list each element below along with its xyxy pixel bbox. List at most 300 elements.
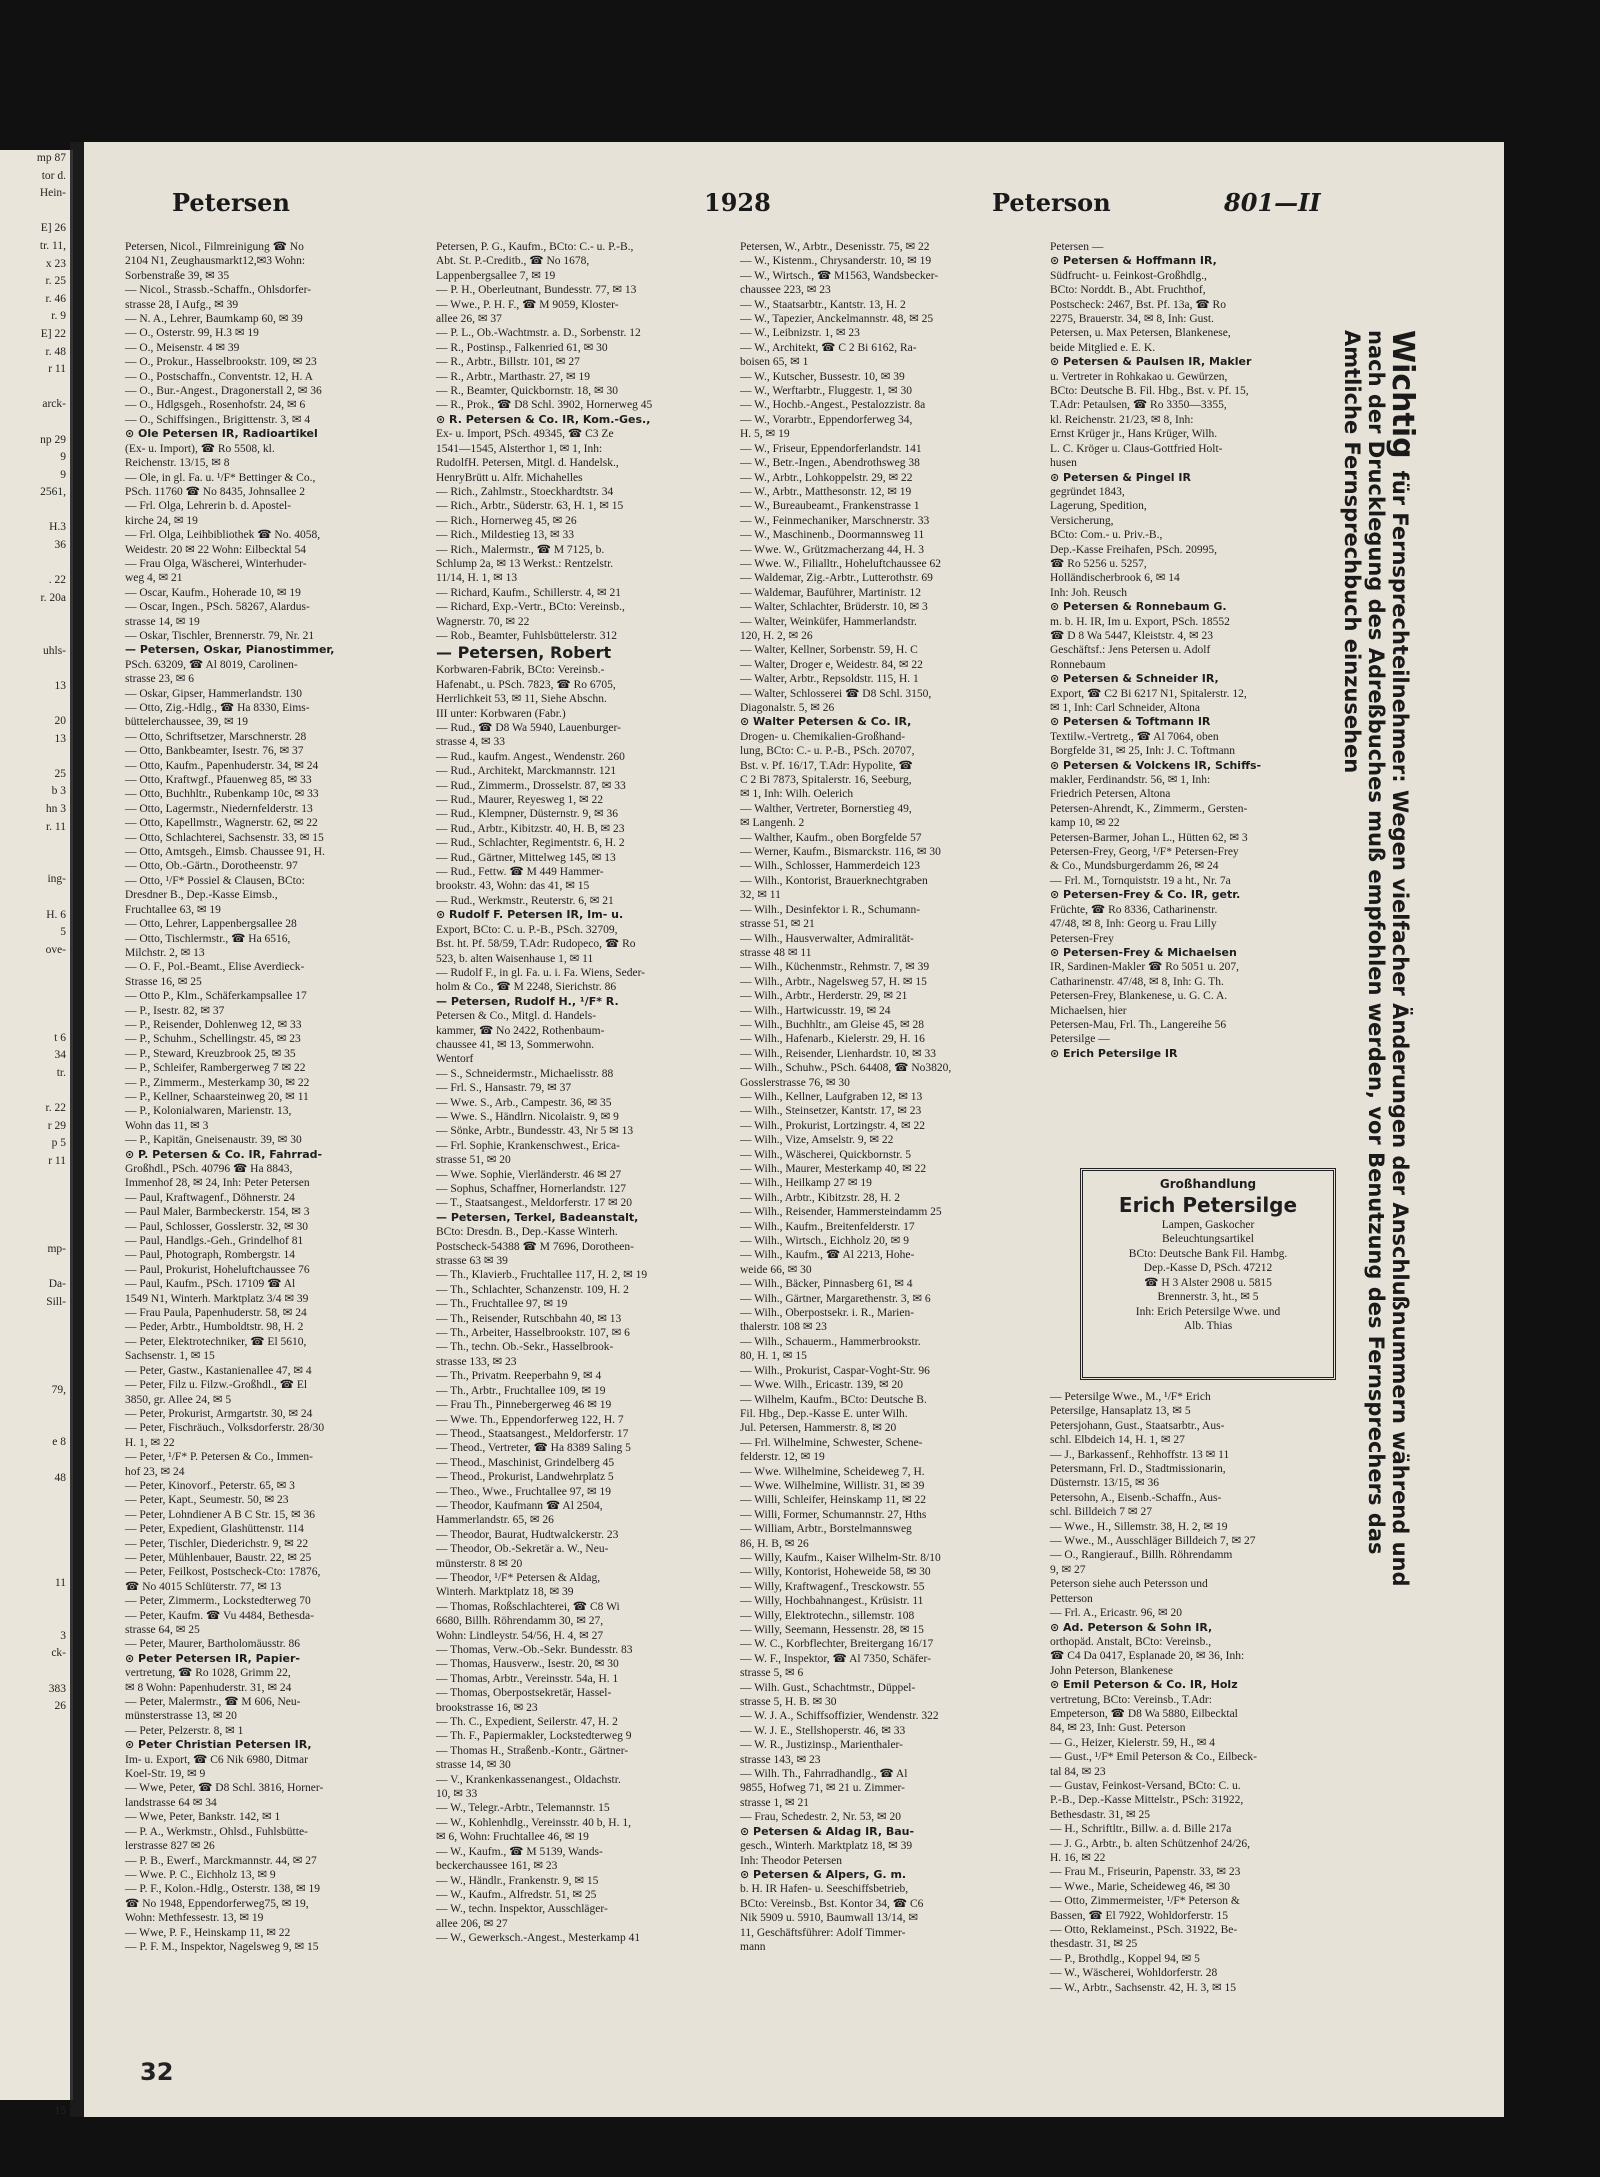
entry-line: brookstrasse 16, ✉ 23	[436, 1701, 538, 1714]
entry-line: — T., Staatsangest., Meldorferstr. 17 ✉ 20	[436, 1197, 633, 1210]
entry-line: — Theodor, ¹/F* Petersen & Aldag,	[436, 1571, 601, 1584]
entry-line: — Rud., Schlachter, Regimentstr. 6, H. 2	[436, 837, 625, 850]
entry-line: — Otto, Reklameinst., PSch. 31922, Be-	[1050, 1924, 1238, 1937]
entry-line: — Wilh., Arbtr., Herderstr. 29, ✉ 21	[740, 990, 908, 1003]
entry-line: Friedrich Petersen, Altona	[1050, 788, 1171, 801]
edge-fragment	[0, 1188, 70, 1206]
entry-line: — Oskar, Tischler, Brennerstr. 79, Nr. 21	[125, 629, 315, 642]
entry-line: — Wilh., Prokurist, Lortzingstr. 4, ✉ 22	[740, 1119, 925, 1132]
entry-line: strasse 63 ✉ 39	[436, 1255, 508, 1268]
entry-line: strasse 14, ✉ 19	[125, 615, 200, 628]
entry-line: strasse 51, ✉ 21	[740, 918, 815, 931]
edge-fragment: 34	[54, 1049, 66, 1062]
entry-line: lerstrasse 827 ✉ 26	[125, 1840, 215, 1853]
entry-line: mann	[740, 1940, 766, 1953]
entry-line: — Walter, Droger e, Weidestr. 84, ✉ 22	[740, 658, 923, 671]
entry-line: — O., Schiffsingen., Brigittenstr. 3, ✉ 4	[125, 413, 311, 426]
entry-line: — W., Hochb.-Angest., Pestalozzistr. 8a	[740, 399, 926, 412]
entry-line: — Thomas, Oberpostsekretär, Hassel-	[436, 1687, 612, 1700]
entry-line: — W., Wäscherei, Wohldorferstr. 28	[1050, 1967, 1218, 1980]
column-3	[740, 240, 1030, 1954]
entry-line: — Petersen, Rudolf H., ¹/F* R.	[436, 994, 619, 1008]
entry-line: Weidestr. 20 ✉ 22 Wohn: Eilbecktal 54	[125, 543, 307, 556]
entry-line: ☎ C4 Da 0417, Esplanade 20, ✉ 36, Inh:	[1050, 1650, 1245, 1663]
entry-line: — W. J. E., Stellshoperstr. 46, ✉ 33	[740, 1724, 906, 1737]
entry-line: — Otto, Lehrer, Lappenbergsallee 28	[125, 918, 297, 931]
entry-line: Peterson siehe auch Petersson und	[1050, 1578, 1208, 1591]
entry-line: — P., Kellner, Schaarsteinweg 20, ✉ 11	[125, 1090, 309, 1103]
entry-line: — Otto, Kraftwgf., Pfauenweg 85, ✉ 33	[125, 774, 312, 787]
entry-line: — W., Betr.-Ingen., Abendrothsweg 38	[740, 457, 920, 470]
entry-line: thesdastr. 31, ✉ 25	[1050, 1938, 1138, 1951]
edge-fragment: 2561,	[40, 486, 66, 499]
entry-line: — Peter, Malermstr., ☎ M 606, Neu-	[125, 1696, 301, 1709]
entry-line: 1541—1545, Alsterthor 1, ✉ 1, Inh:	[436, 442, 603, 455]
entry-line: — Peter, Gastw., Kastanienallee 47, ✉ 4	[125, 1364, 312, 1377]
entry-line: BCto: Norddt. B., Abt. Fruchthof,	[1050, 284, 1206, 297]
entry-line: — W., Telegr.-Arbtr., Telemannstr. 15	[436, 1802, 610, 1815]
entry-line: — Th., Reisender, Rutschbahn 40, ✉ 13	[436, 1312, 622, 1325]
entry-line: H. 1, ✉ 22	[125, 1436, 175, 1449]
edge-fragment	[0, 1522, 70, 1540]
entry-line: — W., Kaufm., Alfredstr. 51, ✉ 25	[436, 1888, 597, 1901]
entry-line: Petersen-Frey, Blankenese, u. G. C. A.	[1050, 990, 1228, 1003]
entry-line: — Thomas H., Straßenb.-Kontr., Gärtner-	[436, 1744, 629, 1757]
column-1	[125, 240, 415, 1954]
entry-line: beide Mitglied e. E. K.	[1050, 341, 1156, 354]
ad-line: Dep.-Kasse D, PSch. 47212	[1143, 1262, 1273, 1274]
entry-line: — J. G., Arbtr., b. alten Schützenhof 24/26,	[1050, 1837, 1250, 1850]
entry-line: — Frau M., Friseurin, Papenstr. 33, ✉ 23	[1050, 1866, 1241, 1879]
edge-fragment: 5	[60, 926, 66, 939]
entry-line: — P. F. M., Inspektor, Nagelsweg 9, ✉ 15	[125, 1940, 319, 1953]
entry-line: — S., Schneidermstr., Michaelisstr. 88	[436, 1067, 614, 1080]
entry-line: — Theo., Wwe., Fruchtallee 97, ✉ 19	[436, 1485, 611, 1498]
entry-line: — Wwe. W., Filialltr., Hoheluftchaussee 62	[740, 557, 942, 570]
edge-fragment	[0, 2015, 70, 2033]
ad-line: Brennerstr. 3, ht., ✉ 5	[1157, 1291, 1259, 1303]
entry-line: — O., Osterstr. 99, H.3 ✉ 19	[125, 327, 259, 340]
entry-line: Gosslerstrasse 76, ✉ 30	[740, 1076, 850, 1089]
entry-line: kirche 24, ✉ 19	[125, 514, 198, 527]
edge-fragment: tr.	[56, 1066, 66, 1079]
edge-fragment	[0, 607, 70, 625]
entry-line: 120, H. 2, ✉ 26	[740, 629, 813, 642]
entry-line: ⊙ Petersen & Schneider IR,	[1050, 672, 1219, 686]
entry-line: — Willy, Kraftwagenf., Tresckowstr. 55	[740, 1580, 925, 1593]
entry-line: — Peter, Mühlenbauer, Baustr. 22, ✉ 25	[125, 1551, 312, 1564]
entry-line: Textilw.-Vertretg., ☎ Al 7064, oben	[1050, 730, 1219, 743]
entry-line: — R., Arbtr., Marthastr. 27, ✉ 19	[436, 370, 591, 383]
entry-line: husen	[1050, 457, 1077, 470]
entry-line: — Waldemar, Zig.-Arbtr., Lutterothstr. 69	[740, 572, 933, 585]
entry-line: — Theod., Staatsangest., Meldorferstr. 17	[436, 1427, 629, 1440]
edge-fragment	[0, 1593, 70, 1611]
entry-line: strasse 14, ✉ 30	[436, 1759, 511, 1772]
entry-line: — Th. F., Papiermakler, Lockstedterweg 9	[436, 1730, 632, 1743]
entry-line: BCto: Com.- u. Priv.-B.,	[1050, 529, 1163, 542]
edge-fragment	[0, 379, 70, 397]
entry-line: — P., Zimmerm., Mesterkamp 30, ✉ 22	[125, 1076, 310, 1089]
page-header	[84, 182, 1419, 222]
entry-line: — W., Architekt, ☎ C 2 Bi 6162, Ra-	[740, 341, 917, 354]
edge-fragment	[0, 1821, 70, 1839]
entry-line: — Paul, Schlosser, Gosslerstr. 32, ✉ 30	[125, 1220, 308, 1233]
entry-line: — Rudolf F., in gl. Fa. u. i. Fa. Wiens, Seder-	[436, 966, 645, 979]
ad-line: Alb. Thias	[1183, 1320, 1233, 1332]
edge-fragment	[0, 1258, 70, 1276]
edge-fragment	[0, 1540, 70, 1558]
edge-fragment: 25	[54, 767, 66, 780]
entry-line: — Peter, Fischräuch., Volksdorferstr. 28/30	[125, 1422, 325, 1435]
entry-line: — Rud., Fettw. ☎ M 449 Hammer-	[436, 866, 604, 879]
ad-line: Inh: Erich Petersilge Wwe. und	[1135, 1305, 1281, 1318]
ad-line: ☎ H 3 Alster 2908 u. 5815	[1144, 1276, 1272, 1289]
entry-line: — W., Tapezier, Anckelmannstr. 48, ✉ 25	[740, 313, 934, 326]
edge-fragment	[0, 854, 70, 872]
entry-line: — Peter, Prokurist, Armgartstr. 30, ✉ 24	[125, 1407, 313, 1420]
edge-fragment	[0, 748, 70, 766]
edge-fragment	[0, 1346, 70, 1364]
entry-line: P.-B., Dep.-Kasse Mittelstr., PSch: 31922,	[1050, 1794, 1244, 1807]
entry-line: Empeterson, ☎ D8 Wa 5880, Eilbecktal	[1050, 1707, 1238, 1720]
entry-line: 84, ✉ 23, Inh: Gust. Peterson	[1050, 1722, 1186, 1735]
entry-line: — P., Reisender, Dohlenweg 12, ✉ 33	[125, 1018, 302, 1031]
entry-line: ⊙ Petersen & Volckens IR, Schiffs-	[1050, 758, 1262, 772]
entry-line: — Wilh., Reisender, Lienhardstr. 10, ✉ 33	[740, 1047, 936, 1060]
entry-line: — Rud., Klempner, Düsternstr. 9, ✉ 36	[436, 808, 618, 821]
entry-line: Petersen-Frey, Georg, ¹/F* Petersen-Frey	[1050, 846, 1239, 859]
entry-line: 11/14, H. 1, ✉ 13	[436, 572, 518, 585]
entry-line: Petterson	[1050, 1592, 1093, 1605]
edge-fragment	[0, 2033, 70, 2051]
edge-fragment	[0, 625, 70, 643]
entry-line: Ex- u. Import, PSch. 49345, ☎ C3 Ze	[436, 428, 614, 441]
edge-fragment: 9	[60, 451, 66, 464]
edge-fragment	[0, 1839, 70, 1857]
edge-fragment	[0, 1399, 70, 1417]
entry-line: — Walther, Vertreter, Bornerstieg 49,	[740, 802, 912, 815]
entry-line: Reichenstr. 13/15, ✉ 8	[125, 457, 230, 470]
entry-line: — W., Maschinenb., Doormannsweg 11	[740, 529, 925, 542]
entry-line: — Wilh., Schlosser, Hammerdeich 123	[740, 860, 920, 873]
entry-line: Petersilge —	[1050, 1033, 1110, 1046]
entry-line: — Wwe., Marie, Scheideweg 46, ✉ 30	[1050, 1880, 1230, 1893]
entry-line: T.Adr: Petaulsen, ☎ Ro 3350—3355,	[1050, 399, 1227, 412]
entry-line: — Willi, Schleifer, Heinskamp 11, ✉ 22	[740, 1494, 926, 1507]
entry-line: ⊙ Petersen & Ronnebaum G.	[1050, 600, 1227, 614]
entry-line: ✉ Langenh. 2	[740, 817, 805, 830]
edge-fragment	[0, 2085, 70, 2103]
entry-line: ⊙ Peter Christian Petersen IR,	[125, 1738, 312, 1752]
entry-line: H. 16, ✉ 22	[1050, 1852, 1106, 1864]
entry-line: Lagerung, Spedition,	[1050, 500, 1147, 513]
entry-line: — Wilh., Schuhw., PSch. 64408, ☎ No3820,	[740, 1062, 952, 1075]
entry-line: — P., Schuhm., Schellingstr. 45, ✉ 23	[125, 1033, 301, 1046]
edge-fragment: ove-	[45, 943, 66, 956]
entry-line: Hafenabt., u. PSch. 7823, ☎ Ro 6705,	[436, 678, 616, 691]
entry-line: allee 26, ✉ 37	[436, 313, 502, 326]
edge-fragment: 3	[60, 1629, 66, 1642]
entry-line: — Wwe., H., Sillemstr. 38, H. 2, ✉ 19	[1050, 1520, 1228, 1533]
entry-line: büttelerchaussee, 39, ✉ 19	[125, 716, 249, 729]
entry-line: — Walter, Schlosserei ☎ D8 Schl. 3150,	[740, 687, 932, 700]
entry-line: — Wilh., Kaufm., ☎ Al 2213, Hohe-	[740, 1249, 915, 1262]
entry-line: — P., Isestr. 82, ✉ 37	[125, 1004, 225, 1017]
entry-line: Im- u. Export, ☎ C6 Nik 6980, Ditmar	[125, 1753, 308, 1766]
entry-line: — Wilhelm, Kaufm., BCto: Deutsche B.	[740, 1393, 927, 1406]
entry-line: — Frl. Olga, Lehrerin b. d. Apostel-	[125, 500, 292, 513]
entry-line: Petersen, P. G., Kaufm., BCto: C.- u. P.-B.,	[436, 241, 634, 253]
header-year: 1928	[704, 188, 771, 217]
entry-line: — N. A., Lehrer, Baumkamp 60, ✉ 39	[125, 313, 303, 326]
entry-line: — Ole, in gl. Fa. u. ¹/F* Bettinger & Co.,	[125, 471, 316, 484]
entry-line: vertretung, ☎ Ro 1028, Grimm 22,	[125, 1667, 291, 1680]
column-2	[436, 240, 726, 1946]
entry-line: — Wilh., Steinsetzer, Kantstr. 17, ✉ 23	[740, 1105, 922, 1118]
entry-line: 3850, gr. Allee 24, ✉ 5	[125, 1393, 232, 1406]
edge-fragment: r 11	[48, 363, 66, 376]
entry-line: — Wwe., M., Ausschläger Billdeich 7, ✉ 27	[1050, 1535, 1256, 1548]
entry-line: — Wilh., Desinfektor i. R., Schumann-	[740, 903, 921, 916]
entry-line: kl. Reichenstr. 21/23, ✉ 8, Inh:	[1050, 413, 1194, 426]
edge-fragment	[0, 1786, 70, 1804]
entry-line: Bethesdastr. 31, ✉ 25	[1050, 1808, 1151, 1821]
entry-line: tal 84, ✉ 23	[1050, 1765, 1106, 1778]
entry-line: Milchstr. 2, ✉ 13	[125, 946, 205, 959]
entry-line: brookstr. 43, Wohn: das 41, ✉ 15	[436, 880, 590, 893]
entry-line: Petersmann, Frl. D., Stadtmissionarin,	[1050, 1463, 1226, 1476]
entry-line: — W., Gewerksch.-Angest., Mesterkamp 41	[436, 1932, 641, 1945]
column-4	[1050, 240, 1340, 1061]
entry-line: — Wwe., P. H. F., ☎ M 9059, Kloster-	[436, 298, 619, 311]
entry-line: — Otto, Kapellmstr., Wagnerstr. 62, ✉ 22	[125, 817, 318, 830]
entry-line: — Rud., Arbtr., Kibitzstr. 40, H. B, ✉ 23	[436, 822, 625, 835]
entry-line: Petersen —	[1050, 241, 1104, 253]
entry-line: — W., Kaufm., ☎ M 5139, Wands-	[436, 1845, 603, 1858]
entry-line: kamp 10, ✉ 22	[1050, 817, 1120, 830]
entry-line: — Wilh., Schauerm., Hammerbrookstr.	[740, 1335, 921, 1348]
entry-line: 11, Geschäftsführer: Adolf Timmer-	[740, 1926, 906, 1939]
edge-fragment	[0, 1997, 70, 2015]
edge-fragment	[0, 959, 70, 977]
entry-line: Südfrucht- u. Feinkost-Großhdlg.,	[1050, 269, 1207, 282]
entry-line: — Wilh., Buchhltr., am Gleise 45, ✉ 28	[740, 1018, 924, 1031]
edge-fragment: r. 48	[45, 345, 66, 358]
entry-line: Jul. Petersen, Hammerstr. 8, ✉ 20	[740, 1422, 897, 1435]
entry-line: — Frl. A., Ericastr. 96, ✉ 20	[1050, 1607, 1182, 1620]
entry-line: — W., Leibnizstr. 1, ✉ 23	[740, 327, 860, 340]
edge-fragment: hn 3	[45, 802, 66, 815]
edge-fragment	[0, 1558, 70, 1576]
entry-line: — W., Händlr., Frankenstr. 9, ✉ 15	[436, 1874, 599, 1887]
entry-line: Dresdner B., Dep.-Kasse Eimsb.,	[125, 889, 278, 902]
entry-line: — Th., Privatm. Reeperbahn 9, ✉ 4	[436, 1370, 602, 1383]
entry-line: Diagonalstr. 5, ✉ 26	[740, 702, 835, 714]
advertisement-box	[1080, 1168, 1336, 1380]
entry-line: ✉ 1, Inh: Wilh. Oelerich	[740, 788, 854, 801]
entry-line: — Peter, ¹/F* P. Petersen & Co., Immen-	[125, 1451, 313, 1464]
edge-fragment: 13	[54, 679, 66, 692]
entry-line: Inh: Joh. Reusch	[1050, 586, 1127, 599]
entry-line: — H., Schriftltr., Billw. a. d. Bille 217a	[1050, 1823, 1232, 1836]
entry-line: — Sophus, Schaffner, Hornerlandstr. 127	[436, 1183, 627, 1195]
entry-line: — P. F., Kolon.-Hdlg., Osterstr. 138, ✉ 19	[125, 1883, 320, 1896]
edge-fragment	[0, 1012, 70, 1030]
column-4-continued	[1050, 1390, 1340, 1995]
edge-fragment: 15	[54, 2104, 66, 2117]
entry-line: — Wwe, Peter, ☎ D8 Schl. 3816, Horner-	[125, 1782, 324, 1795]
entry-line: — W. J. A., Schiffsoffizier, Wendenstr. 322	[740, 1710, 939, 1723]
entry-line: münsterstr. 8 ✉ 20	[436, 1557, 523, 1570]
entry-line: Früchte, ☎ Ro 8336, Catharinenstr.	[1050, 903, 1218, 916]
entry-line: Petersen-Ahrendt, K., Zimmerm., Gersten-	[1050, 802, 1248, 815]
entry-line: Export, ☎ C2 Bi 6217 N1, Spitalerstr. 12,	[1050, 687, 1247, 700]
edge-fragment: p 5	[51, 1137, 66, 1150]
entry-line: Wohn: Lindleystr. 54/56, H. 4, ✉ 27	[436, 1629, 604, 1642]
edge-fragment: r. 20a	[40, 591, 66, 604]
entry-line: Ernst Krüger jr., Hans Krüger, Wilh.	[1050, 428, 1218, 441]
entry-line: Export, BCto: C. u. P.-B., PSch. 32709,	[436, 923, 618, 936]
edge-fragment: b 3	[51, 785, 66, 798]
entry-line: 80, H. 1, ✉ 15	[740, 1350, 807, 1363]
entry-line: — P., Schleifer, Rambergerweg 7 ✉ 22	[125, 1062, 306, 1075]
entry-line: — Willy, Elektrotechn., sillemstr. 108	[740, 1609, 915, 1622]
entry-line: — Paul, Photograph, Rombergstr. 14	[125, 1249, 296, 1262]
entry-line: 32, ✉ 11	[740, 889, 781, 902]
entry-line: hof 23, ✉ 24	[125, 1465, 185, 1478]
previous-page-edge	[0, 150, 73, 2117]
edge-fragment: 79,	[51, 1383, 66, 1396]
entry-line: ⊙ Petersen & Paulsen IR, Makler	[1050, 355, 1252, 369]
entry-line: — Wwe. S., Händlrn. Nicolaistr. 9, ✉ 9	[436, 1110, 619, 1123]
edge-fragment	[0, 1927, 70, 1945]
entry-line: — Petersen, Terkel, Badeanstalt,	[436, 1210, 639, 1224]
entry-line: — Peter, Zimmerm., Lockstedterweg 70	[125, 1595, 311, 1608]
entry-line: — Wilh., Reisender, Hammersteindamm 25	[740, 1206, 942, 1219]
entry-line: — R., Postinsp., Falkenried 61, ✉ 30	[436, 341, 608, 354]
entry-line: — Wilh., Kaufm., Breitenfelderstr. 17	[740, 1220, 915, 1233]
entry-line: Holländischerbrook 6, ✉ 14	[1050, 572, 1180, 585]
entry-line: — Richard, Kaufm., Schillerstr. 4, ✉ 21	[436, 586, 621, 599]
entry-line: 2275, Brauerstr. 34, ✉ 8, Inh: Gust.	[1050, 313, 1214, 326]
entry-line: — Wilh., Küchenmstr., Rehmstr. 7, ✉ 39	[740, 961, 930, 974]
entry-line: Geschäftsf.: Jens Petersen u. Adolf	[1050, 644, 1211, 657]
entry-line: — Peter, Kaufm. ☎ Vu 4484, Bethesda-	[125, 1609, 314, 1622]
entry-line: — Otto, ¹/F* Possiel & Clausen, BCto:	[125, 874, 305, 887]
entry-line: Strasse 16, ✉ 25	[125, 975, 202, 988]
entry-line: — Theodor, Ob.-Sekretär a. W., Neu-	[436, 1543, 609, 1556]
edge-fragment	[0, 1663, 70, 1681]
entry-line: — Petersen, Oskar, Pianostimmer,	[125, 643, 335, 657]
entry-line: ⊙ Peter Petersen IR, Papier-	[125, 1651, 300, 1665]
entry-line: ⊙ Petersen-Frey & Michaelsen	[1050, 945, 1237, 959]
entry-line: — W. R., Justizinsp., Marienthaler-	[740, 1739, 903, 1752]
edge-fragment	[0, 1751, 70, 1769]
entry-line: strasse 143, ✉ 23	[740, 1753, 821, 1766]
entry-line: — Wwe. S., Arb., Campestr. 36, ✉ 35	[436, 1096, 612, 1109]
entry-line: Hammerlandstr. 65, ✉ 26	[436, 1514, 554, 1527]
entry-line: — Willy, Seemann, Hessenstr. 28, ✉ 15	[740, 1624, 924, 1636]
entry-line: — Otto, Schriftsetzer, Marschnerstr. 28	[125, 730, 307, 743]
entry-line: boisen 65, ✉ 1	[740, 356, 809, 369]
entry-line: ⊙ Ole Petersen IR, Radioartikel	[125, 427, 318, 441]
entry-line: — Oscar, Ingen., PSch. 58267, Alardus-	[125, 601, 310, 614]
entry-line: — Th., Fruchtallee 97, ✉ 19	[436, 1298, 568, 1311]
entry-line: Postscheck: 2467, Bst. Pf. 13a, ☎ Ro	[1050, 298, 1226, 311]
edge-fragment: ing-	[47, 873, 66, 886]
entry-line: gegründet 1843,	[1050, 485, 1125, 498]
edge-fragment	[0, 977, 70, 995]
entry-line: Petersen, W., Arbtr., Desenisstr. 75, ✉ 22	[740, 241, 930, 253]
entry-line: — Otto, Tischlermstr., ☎ Ha 6516,	[125, 932, 291, 945]
entry-line: — Theod., Prokurist, Landwehrplatz 5	[436, 1471, 614, 1484]
edge-fragment	[0, 1505, 70, 1523]
entry-line: — Peter, Elektrotechniker, ☎ El 5610,	[125, 1335, 307, 1348]
entry-line: — Otto, Zimmermeister, ¹/F* Peterson &	[1050, 1895, 1240, 1908]
entry-line: Michaelsen, hier	[1050, 1004, 1127, 1017]
entry-line: — Wilh., Wäscherei, Quickbornstr. 5	[740, 1148, 911, 1161]
entry-line: — Theod., Maschinist, Grindelberg 45	[436, 1456, 615, 1469]
entry-line: — Frl. M., Tornquiststr. 19 a ht., Nr. 7a	[1050, 874, 1231, 887]
edge-fragment	[0, 1945, 70, 1963]
entry-line: Fil. Hbg., Dep.-Kasse E. unter Wilh.	[740, 1407, 908, 1420]
entry-line: — Rud., Maurer, Reyesweg 1, ✉ 22	[436, 794, 603, 807]
entry-line: — P. B., Ewerf., Marckmannstr. 44, ✉ 27	[125, 1854, 317, 1867]
edge-fragment: E] 26	[40, 222, 66, 235]
entry-line: 9855, Hofweg 71, ✉ 21 u. Zimmer-	[740, 1782, 905, 1795]
entry-line: — Rich., Zahlmstr., Stoeckhardtstr. 34	[436, 485, 614, 498]
entry-line: strasse 5, H. B. ✉ 30	[740, 1696, 837, 1709]
entry-line: — P. H., Oberleutnant, Bundesstr. 77, ✉ 13	[436, 284, 637, 297]
entry-line: Großhdl., PSch. 40796 ☎ Ha 8843,	[125, 1163, 293, 1175]
entry-line: PSch. 11760 ☎ No 8435, Johnsallee 2	[125, 485, 306, 498]
entry-line: — Wilh., Hausverwalter, Admiralität-	[740, 932, 914, 945]
entry-line: ⊙ Walter Petersen & Co. IR,	[740, 715, 912, 729]
entry-line: makler, Ferdinandstr. 56, ✉ 1, Inh:	[1050, 774, 1211, 787]
entry-line: — Wwe, P. F., Heinskamp 11, ✉ 22	[125, 1926, 291, 1939]
entry-line: schl. Elbdeich 14, H. 1, ✉ 27	[1050, 1434, 1185, 1447]
ad-line: BCto: Deutsche Bank Fil. Hambg.	[1128, 1247, 1288, 1260]
entry-line: Nik 5909 u. 5910, Baumwall 13/14, ✉	[740, 1912, 918, 1925]
entry-line: strasse 1, ✉ 21	[740, 1796, 810, 1809]
entry-line: — Wilh., Arbtr., Nagelsweg 57, H. ✉ 15	[740, 975, 927, 988]
entry-line: III unter: Korbwaren (Fabr.)	[436, 707, 566, 720]
entry-line: — G., Heizer, Kielerstr. 59, H., ✉ 4	[1050, 1736, 1216, 1749]
entry-line: allee 206, ✉ 27	[436, 1917, 508, 1930]
entry-line: — Rob., Beamter, Fuhlsbüttelerstr. 312	[436, 629, 617, 642]
edge-fragment: ck-	[51, 1647, 66, 1660]
entry-line: Düsternstr. 13/15, ✉ 36	[1050, 1477, 1159, 1490]
entry-line: — Wwe. Th., Eppendorferweg 122, H. 7	[436, 1413, 624, 1426]
entry-line: Catharinenstr. 47/48, ✉ 8, Inh: G. Th.	[1050, 975, 1224, 988]
entry-line: — Wilh., Oberpostsekr. i. R., Marien-	[740, 1307, 915, 1320]
edge-fragment: E] 22	[40, 327, 66, 340]
edge-fragment: arck-	[42, 398, 66, 411]
edge-fragment	[0, 1417, 70, 1435]
entry-line: ✉ 1, Inh: Carl Schneider, Altona	[1050, 702, 1201, 714]
entry-line: — Oskar, Gipser, Hammerlandstr. 130	[125, 687, 302, 700]
entry-line: ⊙ Emil Peterson & Co. IR, Holz	[1050, 1678, 1238, 1692]
entry-line: Wohn das 11, ✉ 3	[125, 1119, 209, 1132]
entry-line: — Otto, Buchhltr., Rubenkamp 10c, ✉ 33	[125, 788, 319, 801]
entry-line: — Thomas, Roßschlachterei, ☎ C8 Wi	[436, 1600, 620, 1613]
entry-line: C 2 Bi 7873, Spitalerstr. 16, Seeburg,	[740, 774, 912, 787]
entry-line: — Willi, Former, Schumannstr. 27, Hths	[740, 1508, 927, 1521]
entry-line: — Willy, Kontorist, Hoheweide 58, ✉ 30	[740, 1566, 931, 1579]
entry-line: Petersen, u. Max Petersen, Blankenese,	[1050, 327, 1231, 340]
entry-line: — Wwe. Wilh., Ericastr. 139, ✉ 20	[740, 1379, 904, 1392]
